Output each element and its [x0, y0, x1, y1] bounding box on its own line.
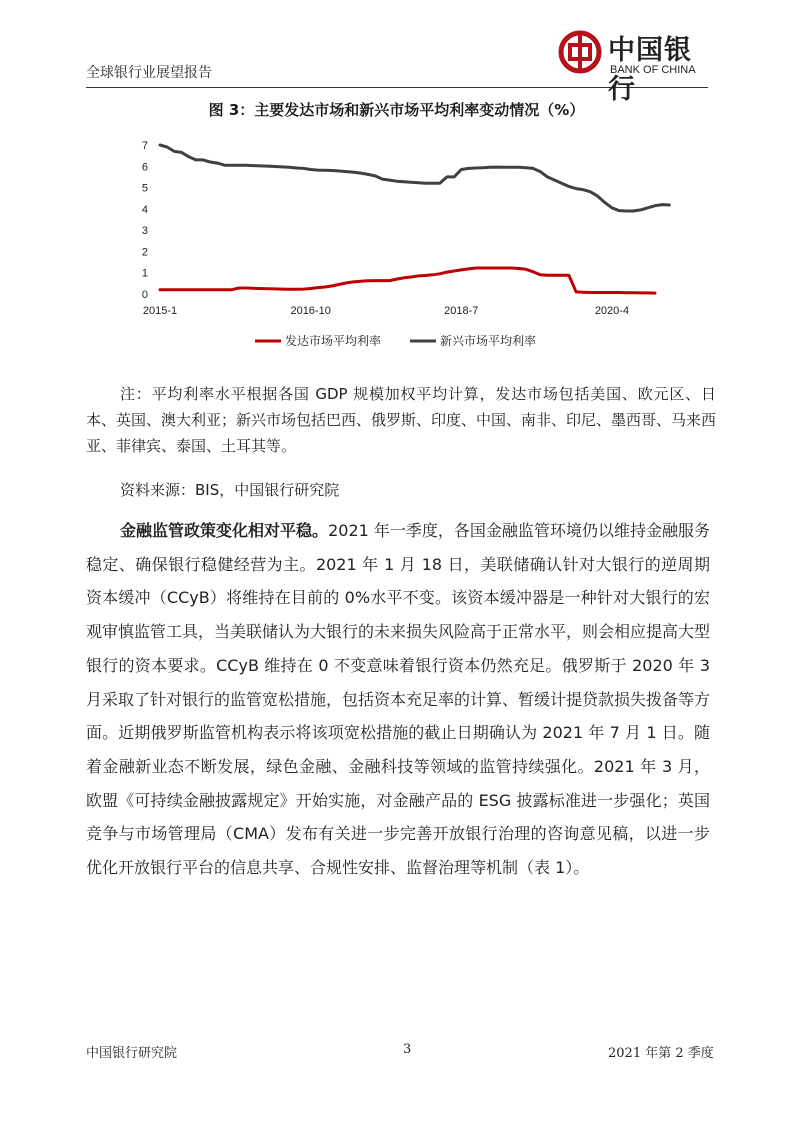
y-tick-label: 1: [141, 267, 148, 280]
body-paragraph: [86, 514, 710, 885]
x-tick-label: 2018-7: [444, 305, 479, 317]
logo-chinese-text: 中国银行: [608, 35, 692, 105]
footer-period: 2021 年第 2 季度: [608, 1046, 714, 1061]
page-number: 3: [403, 1042, 412, 1057]
x-tick-label: 2015-1: [142, 305, 178, 317]
y-tick-label: 6: [141, 161, 148, 174]
paragraph-lead: 金融监管政策变化相对平稳。: [120, 521, 329, 540]
paragraph-text: 2021 年一季度，各国金融监管环境仍以维持金融服务稳定、确保银行稳健经营为主。2021 年 1 月 18 日，美联储确认针对大银行的逆周期资本缓冲（CCyB）将维持在目前的 0%水平不变。该资本缓冲器是一种针对大银行的宏观审慎监管工具，当美联储认为大银行的未来损失风险高于正常水平，则会相应提高大型银行的资本要求。CCyB 维持在 0 不变意味着银行资本仍然充足。俄罗斯于 2020 年 3 月采取了针对银行的监管宽松措施，包括资本充足率的计算、暂缓计提贷款损失拨备等方面。近期俄罗斯监管机构表示将该项宽松措施的截止日期确认为 2021 年 7 月 1 日。随着金融新业态不断发展，绿色金融、金融科技等领域的监管持续强化。2021 年 3 月，欧盟《可持续金融披露规定》开始实施，对金融产品的 ESG 披露标准进一步强化；英国竞争与市场管理局（CMA）发布有关进一步完善开放银行治理的咨询意见稿，以进一步优化开放银行平台的信息共享、合规性安排、监督治理等机制（表 1）。: [86, 521, 711, 878]
y-tick-label: 5: [141, 182, 148, 195]
bank-logo: [538, 28, 718, 105]
series-line-developed: [160, 268, 655, 293]
figure-note: 注：平均利率水平根据各国 GDP 规模加权平均计算，发达市场包括美国、欧元区、日本、英国、澳大利亚；新兴市场包括巴西、俄罗斯、印度、中国、南非、印尼、墨西哥、马来西亚、菲律宾、泰国、土耳其等。: [86, 385, 717, 455]
y-tick-label: 4: [141, 203, 148, 216]
x-tick-label: 2020-4: [594, 305, 630, 317]
figure-title: 图 3：主要发达市场和新兴市场平均利率变动情况（%）: [208, 101, 585, 119]
y-tick-label: 0: [141, 289, 148, 301]
footer-org: 中国银行研究院: [86, 1046, 178, 1061]
report-title: 全球银行业展望报告: [86, 65, 212, 81]
logo-english-text: BANK OF CHINA: [610, 64, 696, 76]
figure-source: 资料来源：BIS，中国银行研究院: [120, 481, 340, 499]
bank-of-china-emblem-icon: [558, 30, 602, 74]
series-line-emerging: [160, 145, 669, 211]
legend-label: 新兴市场平均利率: [440, 334, 537, 348]
x-tick-label: 2016-10: [290, 305, 331, 317]
y-tick-label: 2: [141, 246, 148, 259]
interest-rate-chart: [120, 128, 680, 360]
y-tick-label: 7: [141, 140, 148, 152]
legend-label: 发达市场平均利率: [285, 334, 382, 348]
y-tick-label: 3: [141, 225, 148, 238]
